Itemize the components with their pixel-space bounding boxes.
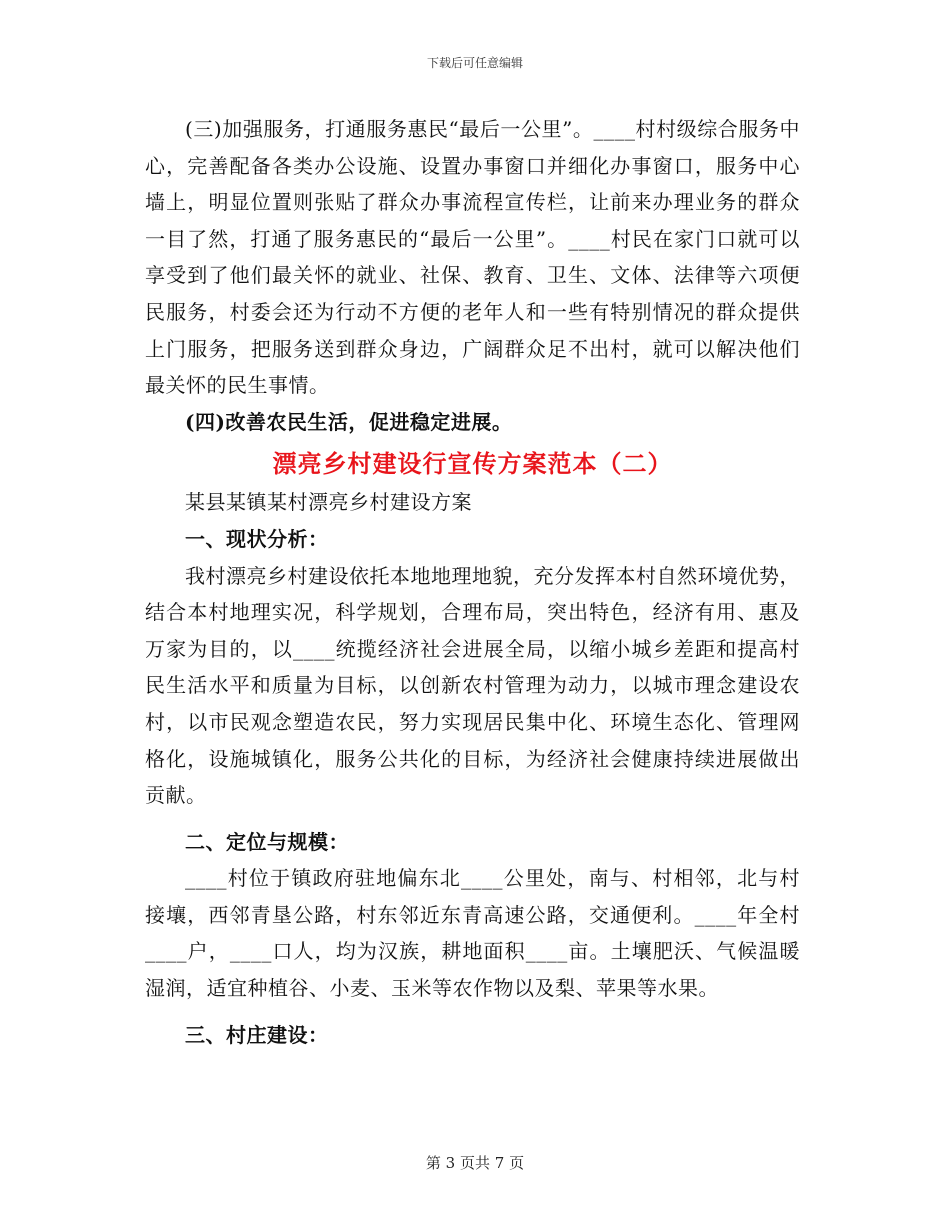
paragraph-service: (三)加强服务，打通服务惠民“最后一公里”。____村村级综合服务中心，完善配备各类办公设施、设置办事窗口并细化办事窗口，服务中心墙上，明显位置则张贴了群众办事流程宣传栏，让前来办理业务的群众一目了然，打通了服务惠民的“最后一公里”。____村民在家门口就可以享受到了他们最关怀的就业、社保、教育、卫生、文体、法律等六项便民服务，村委会还为行动不方便的老年人和一些有特别情况的群众提供上门服务，把服务送到群众身边，广阔群众足不出村，就可以解决他们最关怀的民生事情。 [145,117,800,398]
section-heading-construction: 三、村庄建设： [185,1022,329,1047]
plan-subtitle: 某县某镇某村漂亮乡村建设方案 [185,490,472,515]
page-header: 下载后可任意编辑 [426,56,523,70]
section-heading-status: 一、现状分析： [185,526,329,551]
document-body [145,111,800,1053]
section-heading-positioning: 二、定位与规模： [185,829,349,854]
paragraph-status: 我村漂亮乡村建设依托本地地理地貌，充分发挥本村自然环境优势，结合本村地理实况，科学规划，合理布局，突出特色，经济有用、惠及万家为目的，以____统揽经济社会进展全局，以缩小城乡差距和提高村民生活水平和质量为目标，以创新农村管理为动力，以城市理念建设农村，以市民观念塑造农民，努力实现居民集中化、环境生态化、管理网格化，设施城镇化，服务公共化的目标，为经济社会健康持续进展做出贡献。 [145,563,800,808]
page-footer: 第 3 页共 7 页 [425,1154,525,1172]
heading-improve-life: (四)改善农民生活，促进稳定进展。 [185,409,513,434]
document-title: 漂亮乡村建设行宣传方案范本（二） [272,449,673,479]
paragraph-positioning: ____村位于镇政府驻地偏东北____公里处，南与、村相邻，北与村接壤，西邻青垦公路，村东邻近东青高速公路，交通便利。____年全村____户，____口人，均为汉族，耕地面积____亩。土壤肥沃、气候温暖湿润，适宜种植谷、小麦、玉米等农作物以及梨、苹果等水果。 [145,866,800,1001]
